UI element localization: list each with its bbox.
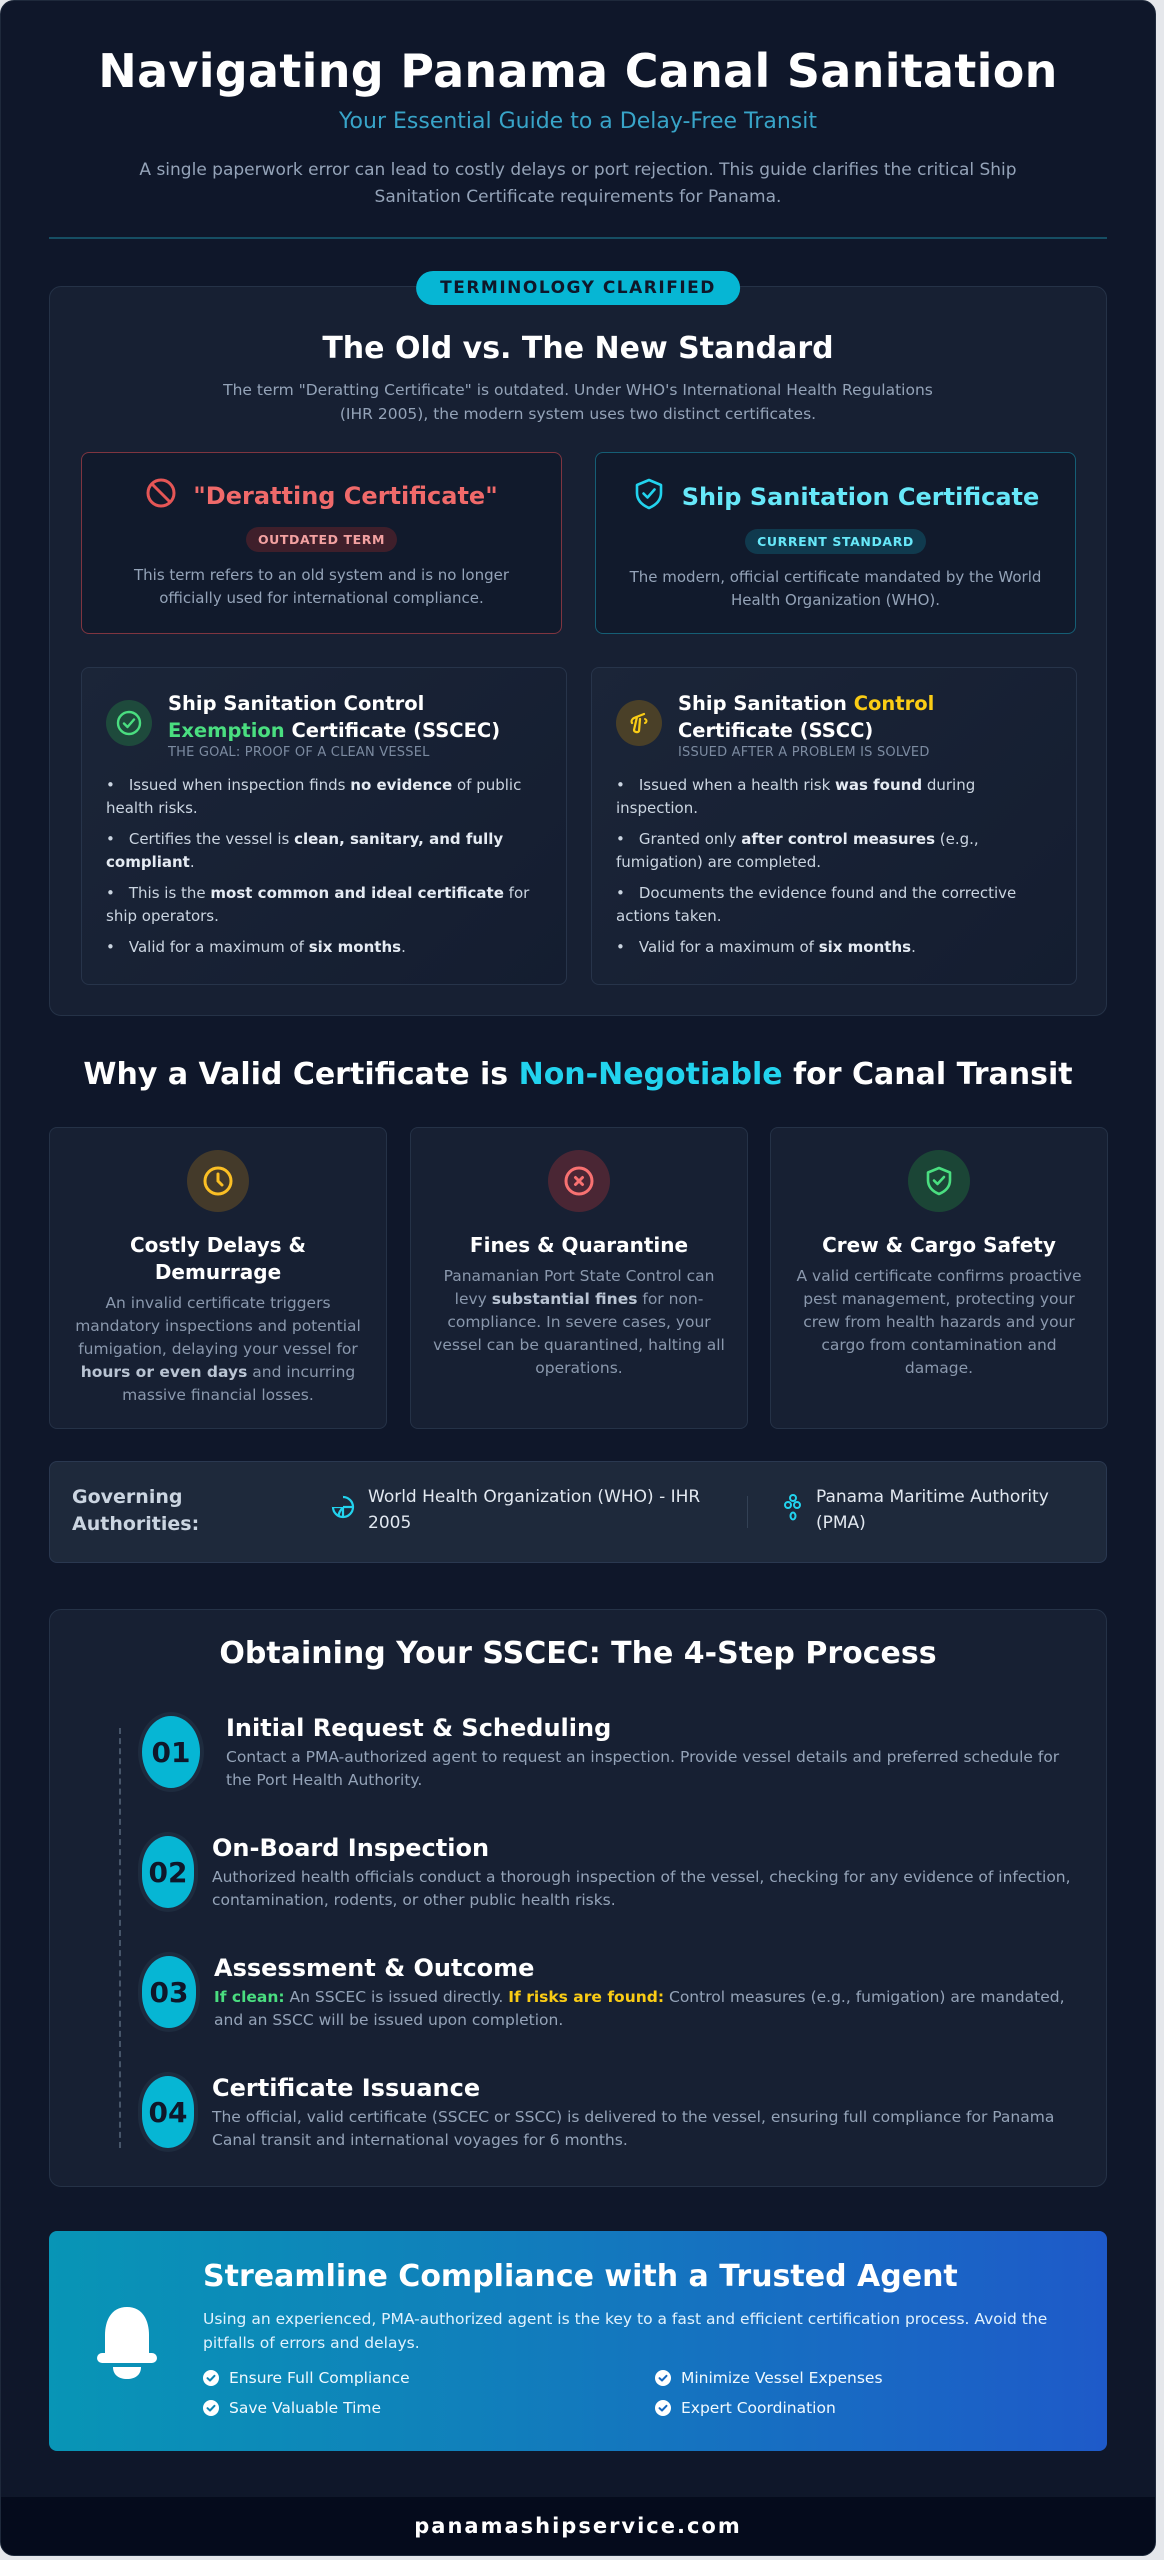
list-item: • Issued when a health risk was found during inspection.: [616, 774, 1052, 820]
risk-desc: A valid certificate confirms proactive pest management, protecting your crew from health hazards and your cargo from contamination and damage.: [796, 1267, 1082, 1377]
feature-item: Ensure Full Compliance: [203, 2369, 410, 2387]
risk-title: Fines & Quarantine: [469, 1233, 689, 1257]
current-standard-card: [595, 452, 1076, 634]
risk-title: Crew & Cargo Safety: [822, 1233, 1056, 1257]
divider: [49, 237, 1107, 239]
step-desc: Contact a PMA-authorized agent to request an inspection. Provide vessel details and preferred schedule for the Port Health Authority.: [226, 1748, 1060, 1789]
authority-pma: [782, 1484, 1082, 1536]
risk-desc: An invalid certificate triggers mandatory inspections and potential fumigation, delaying your vessel for hours or even days and incurring massive financial losses.: [75, 1294, 361, 1404]
authority-name: World Health Organization (WHO) - IHR 2005: [368, 1487, 701, 1533]
sscc-bullets: [616, 774, 1052, 959]
terminology-section: [49, 278, 1107, 1016]
intro-text: A single paperwork error can lead to costly delays or port rejection. This guide clarifies the critical Ship Sanitation Certificate requirements for Panama.: [139, 160, 1017, 207]
list-item: • Documents the evidence found and the corrective actions taken.: [616, 882, 1052, 928]
sscc-title: Ship Sanitation Control Certificate (SSCC): [678, 692, 935, 742]
risk-card-delays: [49, 1127, 387, 1429]
sscec-title: Ship Sanitation Control Exemption Certificate (SSCEC): [168, 692, 501, 742]
outdated-badge: OUTDATED TERM: [246, 527, 397, 552]
check-circle-icon: [106, 700, 152, 746]
process-step-4: [138, 2072, 1078, 2152]
shield-check-icon: [632, 477, 666, 517]
step-number: 03: [138, 1952, 200, 2032]
current-standard-desc: The modern, official certificate mandated by the World Health Organization (WHO).: [629, 568, 1042, 609]
risk-card-fines: [410, 1127, 748, 1429]
feature-item: Save Valuable Time: [203, 2399, 381, 2417]
current-standard-title: Ship Sanitation Certificate: [681, 483, 1040, 511]
check-badge-icon: [655, 2400, 671, 2416]
page-title: Navigating Panama Canal Sanitation: [98, 44, 1058, 98]
check-badge-icon: [203, 2400, 219, 2416]
step-number: 02: [138, 1832, 198, 1912]
network-icon: [782, 1484, 804, 1536]
step-desc: Authorized health officials conduct a thorough inspection of the vessel, checking for any evidence of infection, contamination, rodents, or other public health risks.: [212, 1868, 1071, 1909]
cta-title: Streamline Compliance with a Trusted Agent: [203, 2259, 958, 2294]
header: [1, 1, 1155, 211]
step-title: Assessment & Outcome: [214, 1954, 535, 1982]
footer: [1, 2497, 1155, 2556]
terminology-pill: TERMINOLOGY CLARIFIED: [416, 271, 740, 305]
page-subtitle: Your Essential Guide to a Delay-Free Transit: [339, 109, 817, 134]
sscc-tagline: ISSUED AFTER A PROBLEM IS SOLVED: [678, 745, 930, 760]
divider: [747, 1496, 748, 1528]
step-title: On-Board Inspection: [212, 1834, 490, 1862]
x-circle-icon: [548, 1150, 610, 1212]
outdated-term-card: [81, 452, 562, 634]
authority-name: Panama Maritime Authority (PMA): [816, 1487, 1049, 1533]
feature-item: Expert Coordination: [655, 2399, 836, 2417]
step-number: 04: [138, 2072, 198, 2152]
authority-who: [330, 1484, 730, 1536]
terminology-lead: The term "Deratting Certificate" is outdated. Under WHO's International Health Regulations (IHR 2005), the modern system uses two distinct certificates.: [223, 381, 933, 423]
process-section: [49, 1609, 1107, 2187]
clock-icon: [187, 1150, 249, 1212]
step-desc: The official, valid certificate (SSCEC or SSCC) is delivered to the vessel, ensuring full compliance for Panama Canal transit and international voyages for 6 months.: [212, 2108, 1055, 2149]
list-item: • Issued when inspection finds no evidence of public health risks.: [106, 774, 542, 820]
outdated-term-desc: This term refers to an old system and is no longer officially used for international compliance.: [133, 566, 510, 607]
outdated-term-title: "Deratting Certificate": [193, 482, 498, 510]
prohibited-icon: [145, 477, 177, 515]
why-title: Why a Valid Certificate is Non-Negotiable for Canal Transit: [83, 1057, 1073, 1092]
terminology-title: The Old vs. The New Standard: [322, 331, 834, 366]
sscec-tagline: THE GOAL: PROOF OF A CLEAN VESSEL: [168, 745, 430, 760]
list-item: • This is the most common and ideal certificate for ship operators.: [106, 882, 542, 928]
process-step-1: [138, 1712, 1078, 1792]
spray-icon: [616, 700, 662, 746]
sscec-bullets: [106, 774, 542, 959]
cta-banner: [49, 2231, 1107, 2451]
process-title: Obtaining Your SSCEC: The 4-Step Process: [219, 1636, 937, 1671]
process-step-3: [138, 1952, 1078, 2032]
check-badge-icon: [655, 2370, 671, 2386]
shield-check-icon: [908, 1150, 970, 1212]
globe-icon: [330, 1484, 356, 1536]
bell-icon: [93, 2303, 161, 2385]
check-badge-icon: [203, 2370, 219, 2386]
step-title: Initial Request & Scheduling: [226, 1714, 612, 1742]
step-title: Certificate Issuance: [212, 2074, 481, 2102]
timeline-line: [119, 1728, 121, 2148]
sscec-card: [81, 667, 567, 985]
list-item: • Valid for a maximum of six months.: [106, 936, 542, 959]
list-item: • Certifies the vessel is clean, sanitary, and fully compliant.: [106, 828, 542, 874]
step-number: 01: [138, 1712, 204, 1792]
cta-desc: Using an experienced, PMA-authorized agent is the key to a fast and efficient certification process. Avoid the pitfalls of errors and delays.: [203, 2310, 1048, 2352]
sscc-card: [591, 667, 1077, 985]
site-link[interactable]: panamashipservice.com: [414, 2514, 742, 2538]
governing-authorities: [49, 1461, 1107, 1563]
list-item: • Granted only after control measures (e.g., fumigation) are completed.: [616, 828, 1052, 874]
risk-title: Costly Delays & Demurrage: [130, 1233, 306, 1284]
authorities-label: Governing Authorities:: [72, 1486, 200, 1535]
feature-item: Minimize Vessel Expenses: [655, 2369, 883, 2387]
risk-desc: Panamanian Port State Control can levy substantial fines for non-compliance. In severe cases, your vessel can be quarantined, halting all operations.: [433, 1267, 725, 1377]
list-item: • Valid for a maximum of six months.: [616, 936, 1052, 959]
step-desc: If clean: An SSCEC is issued directly. If risks are found: Control measures (e.g., fumigation) are mandated, and an SSCC will be issued upon completion.: [214, 1988, 1065, 2029]
process-step-2: [138, 1832, 1078, 1912]
current-badge: CURRENT STANDARD: [745, 529, 926, 554]
risk-card-safety: [770, 1127, 1108, 1429]
